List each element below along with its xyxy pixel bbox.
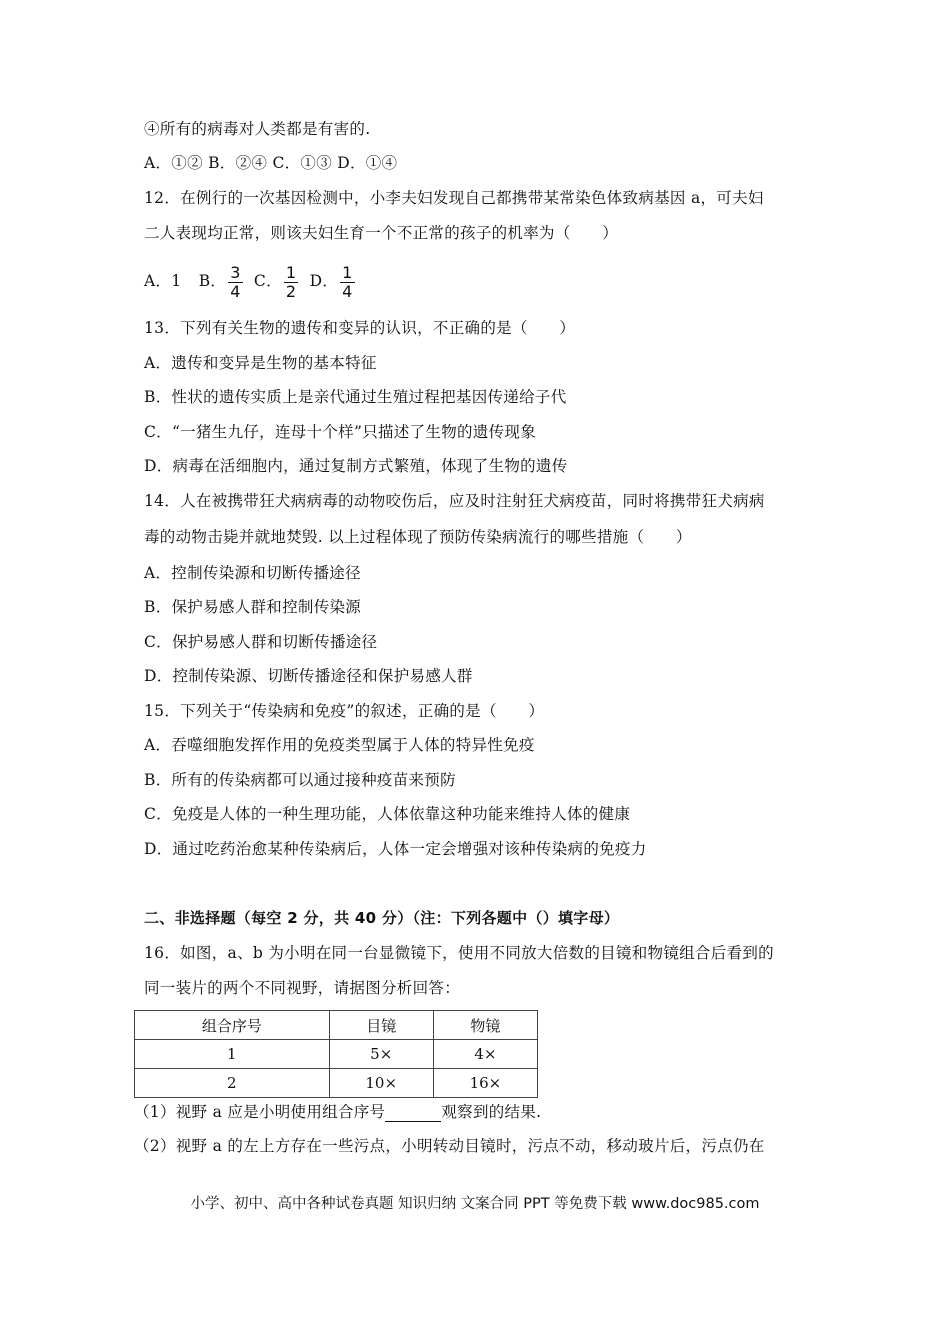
fraction-denominator: 4 (230, 281, 241, 301)
q16-sub1-prefix: （1）视野 a 应是小明使用组合序号 (134, 1103, 386, 1121)
q12-options (144, 260, 361, 302)
table-header-cell: 组合序号 (135, 1011, 330, 1040)
q15-option-a: A．吞噬细胞发挥作用的免疫类型属于人体的特异性免疫 (144, 736, 535, 754)
q15-option-d: D．通过吃药治愈某种传染病后，人体一定会增强对该种传染病的免疫力 (144, 840, 647, 858)
q11-item-4: ④所有的病毒对人类都是有害的. (144, 120, 371, 138)
table-header-row (135, 1011, 538, 1040)
lens-combination-table (134, 1010, 538, 1098)
answer-blank (385, 1105, 441, 1122)
q16-stem-line2: 同一装片的两个不同视野，请据图分析回答： (144, 979, 461, 997)
q13-option-d: D．病毒在活细胞内，通过复制方式繁殖，体现了生物的遗传 (144, 457, 568, 475)
fraction-numerator: 3 (230, 262, 241, 282)
q16-stem-line1: 16．如图，a、b 为小明在同一台显微镜下，使用不同放大倍数的目镜和物镜组合后看到的 (144, 944, 774, 962)
q12-option-b-label: B． (198, 272, 227, 290)
q14-option-c: C．保护易感人群和切断传播途径 (144, 633, 378, 651)
q13-option-c: C．“一猪生九仔，连母十个样”只描述了生物的遗传现象 (144, 423, 537, 441)
table-header-cell: 目镜 (329, 1011, 433, 1040)
q16-sub1 (134, 1102, 541, 1122)
q13-option-b: B．性状的遗传实质上是亲代通过生殖过程把基因传递给子代 (144, 388, 567, 406)
fraction-numerator: 1 (342, 262, 353, 282)
q12-stem-line2: 二人表现均正常，则该夫妇生育一个不正常的孩子的机率为（ ） (144, 224, 619, 242)
table-cell: 16× (433, 1069, 537, 1098)
q15-option-b: B．所有的传染病都可以通过接种疫苗来预防 (144, 771, 456, 789)
q15-option-c: C．免疫是人体的一种生理功能，人体依靠这种功能来维持人体的健康 (144, 805, 631, 823)
fraction-numerator: 1 (285, 262, 297, 282)
q16-sub2: （2）视野 a 的左上方存在一些污点，小明转动目镜时，污点不动，移动玻片后，污点仍在 (134, 1137, 765, 1155)
q12-option-c-label: C． (253, 272, 282, 290)
q15-stem: 15．下列关于“传染病和免疫”的叙述，正确的是（ ） (144, 702, 545, 720)
table-cell: 10× (329, 1069, 433, 1098)
q11-options: A．①② B．②④ C．①③ D．①④ (144, 154, 398, 172)
fraction-denominator: 2 (285, 281, 297, 301)
fraction-denominator: 4 (342, 281, 353, 301)
q14-stem-line1: 14．人在被携带狂犬病病毒的动物咬伤后，应及时注射狂犬病疫苗，同时将携带狂犬病病 (144, 492, 765, 510)
section-2-heading: 二、非选择题（每空 2 分，共 40 分）（注：下列各题中（）填字母） (144, 909, 620, 927)
table-cell: 2 (135, 1069, 330, 1098)
q12-option-d-label: D． (309, 272, 339, 290)
q14-option-b: B．保护易感人群和控制传染源 (144, 598, 362, 616)
q12-option-d-fraction (340, 264, 354, 301)
q13-stem: 13．下列有关生物的遗传和变异的认识，不正确的是（ ） (144, 319, 576, 337)
q14-option-a: A．控制传染源和切断传播途径 (144, 564, 361, 582)
table-cell: 4× (433, 1040, 537, 1069)
q13-option-a: A．遗传和变异是生物的基本特征 (144, 354, 377, 372)
q12-option-a: A．1 (144, 272, 182, 290)
table-row (135, 1069, 538, 1098)
q12-option-c-fraction (284, 264, 298, 301)
q14-stem-line2: 毒的动物击毙并就地焚毁. 以上过程体现了预防传染病流行的哪些措施（ ） (144, 528, 692, 546)
table-cell: 5× (329, 1040, 433, 1069)
table-row (135, 1040, 538, 1069)
q12-option-b-fraction (228, 264, 242, 301)
q14-option-d: D．控制传染源、切断传播途径和保护易感人群 (144, 667, 473, 685)
q12-stem-line1: 12．在例行的一次基因检测中，小李夫妇发现自己都携带某常染色体致病基因 a，可夫妇 (144, 189, 764, 207)
table-header-cell: 物镜 (433, 1011, 537, 1040)
q16-sub1-suffix: 观察到的结果. (441, 1103, 542, 1121)
page-footer: 小学、初中、高中各种试卷真题 知识归纳 文案合同 PPT 等免费下载 www.doc985.com (190, 1196, 760, 1212)
table-cell: 1 (135, 1040, 330, 1069)
